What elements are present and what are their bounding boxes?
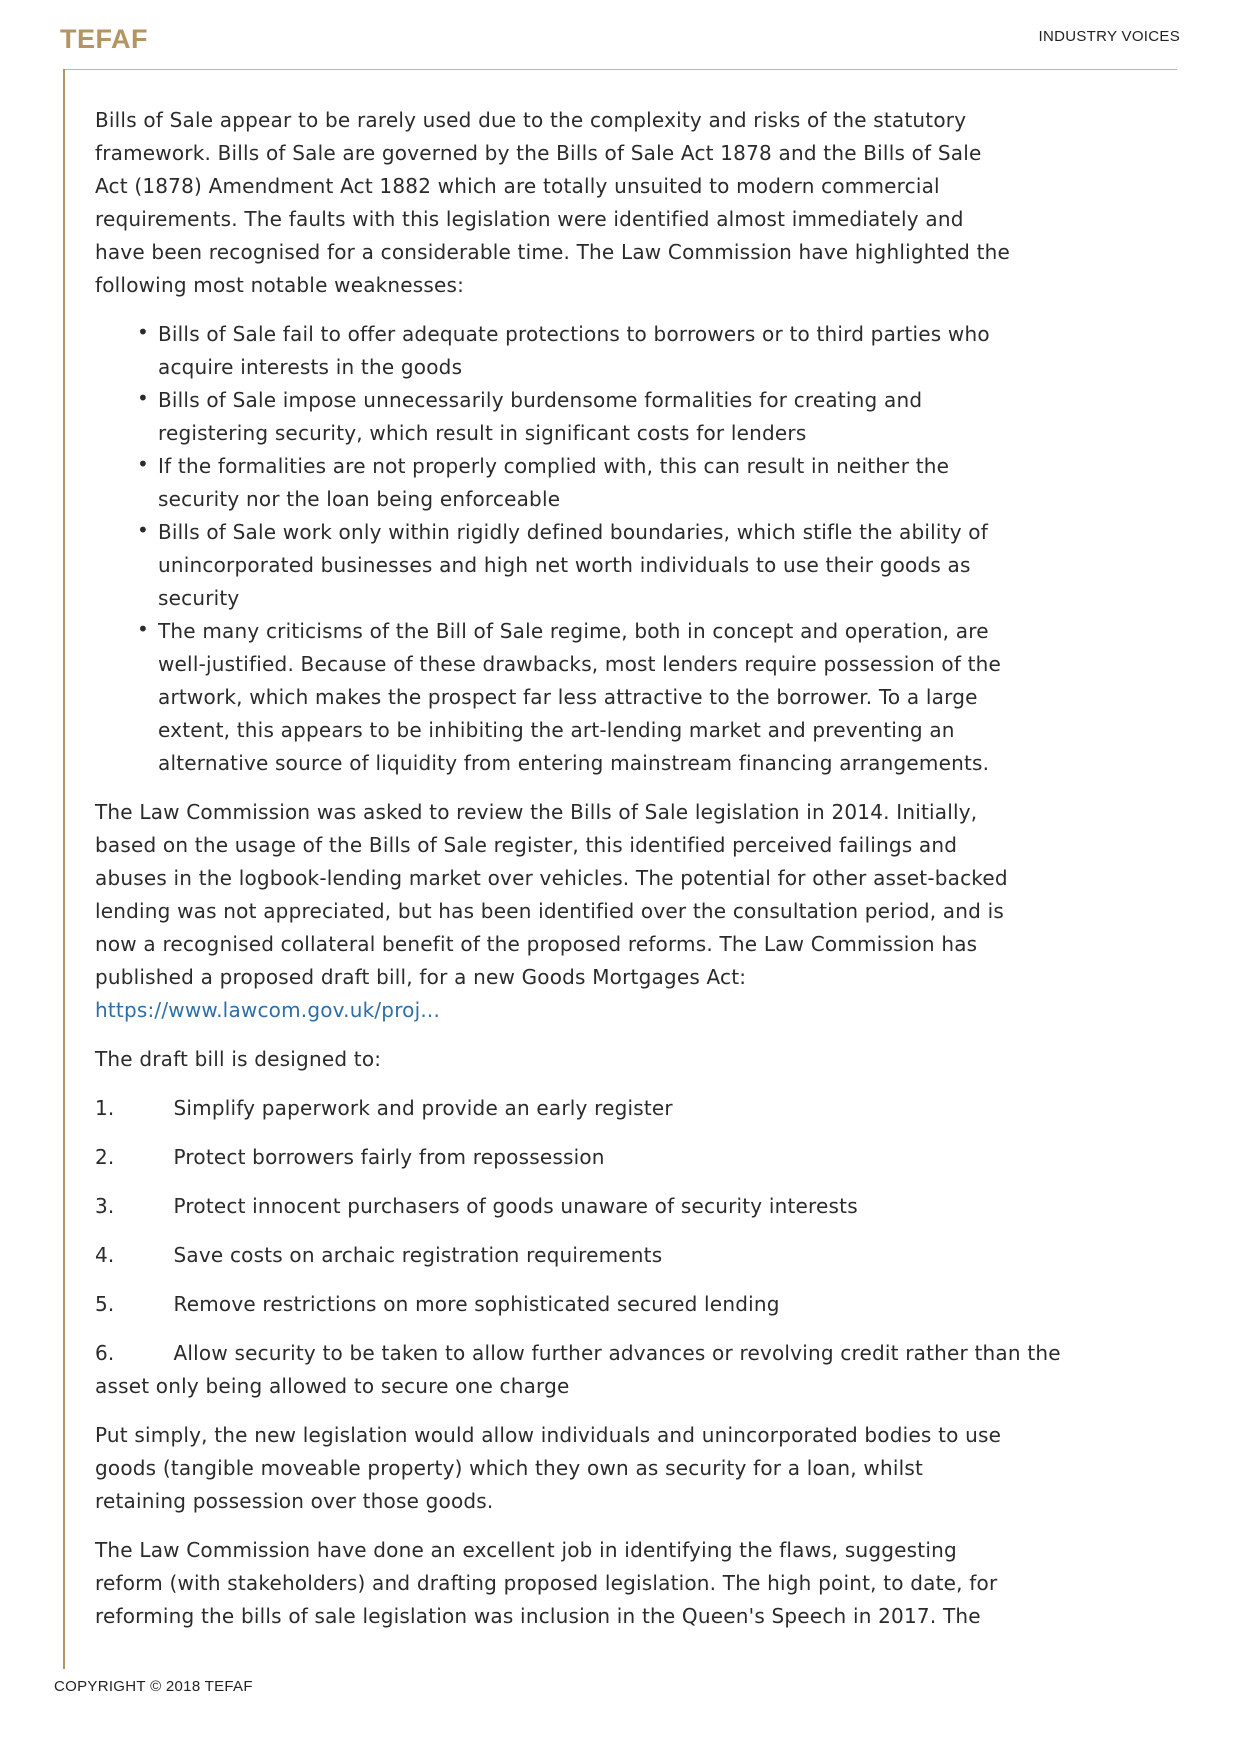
aim-item: 1. Simplify paperwork and provide an early register (95, 1096, 673, 1120)
aim-item: 4. Save costs on archaic registration requirements (95, 1243, 663, 1267)
summary-paragraph: Put simply, the new legislation would allow individuals and unincorporated bodies to use goods (tangible moveable property) which they own as security for a loan, whilst retaining possession over those goods. (95, 1423, 1002, 1513)
list-item: • If the formalities are not properly complied with, this can result in neither the security nor the loan being enforceable (158, 450, 1028, 516)
weaknesses-list (95, 318, 1095, 780)
list-item: • Bills of Sale work only within rigidly defined boundaries, which stifle the ability of unincorporated businesses and high net worth individuals to use their goods as security (158, 516, 1028, 615)
list-item: • The many criticisms of the Bill of Sale regime, both in concept and operation, are well-justified. Because of these drawbacks, most lenders require possession of the artwork, which makes the prospect far less attractive to the borrower. To a large extent, this appears to be inhibiting the art-lending market and preventing an alternative source of liquidity from entering mainstream financing arrangements. (158, 615, 1028, 780)
aim-item: 6. Allow security to be taken to allow further advances or revolving credit rather than the asset only being allowed to secure one charge (95, 1341, 1068, 1398)
article-side-rule (63, 69, 65, 1669)
article-body (95, 104, 1095, 1649)
review-paragraph (95, 796, 1015, 1027)
aim-item: 3. Protect innocent purchasers of goods unaware of security interests (95, 1194, 858, 1218)
header-divider (64, 69, 1177, 70)
list-item: • Bills of Sale impose unnecessarily burdensome formalities for creating and registering security, which result in significant costs for lenders (158, 384, 1028, 450)
copyright-footer: COPYRIGHT © 2018 TEFAF (54, 1678, 253, 1695)
review-text: The Law Commission was asked to review the Bills of Sale legislation in 2014. Initially, based on the usage of the Bills of Sale register, this identified perceived failings and abuses in the logbook-lending market over vehicles. The potential for other asset-backed lending was not appreciated, but has been identified over the consultation period, and is now a recognised collateral benefit of the proposed reforms. The Law Commission has published a proposed draft bill, for a new Goods Mortgages Act: (95, 800, 1008, 989)
closing-paragraph: The Law Commission have done an excellent job in identifying the flaws, suggesting reform (with stakeholders) and drafting proposed legislation. The high point, to date, for reforming the bills of sale legislation was inclusion in the Queen's Speech in 2017. The (95, 1538, 998, 1628)
intro-paragraph: Bills of Sale appear to be rarely used due to the complexity and risks of the statutory framework. Bills of Sale are governed by the Bills of Sale Act 1878 and the Bills of Sale Act (1878) Amendment Act 1882 which are totally unsuited to modern commercial requirements. The faults with this legislation were identified almost immediately and have been recognised for a considerable time. The Law Commission have highlighted the following most notable weaknesses: (95, 108, 1011, 297)
aim-item: 5. Remove restrictions on more sophisticated secured lending (95, 1292, 780, 1316)
section-label: INDUSTRY VOICES (1038, 28, 1180, 45)
lawcom-link[interactable]: https://www.lawcom.gov.uk/proj... (95, 998, 441, 1022)
draft-intro: The draft bill is designed to: (95, 1047, 382, 1071)
tefaf-logo[interactable]: TEFAF (60, 24, 148, 54)
aim-item: 2. Protect borrowers fairly from repossession (95, 1145, 605, 1169)
list-item: • Bills of Sale fail to offer adequate protections to borrowers or to third parties who acquire interests in the goods (158, 318, 1028, 384)
